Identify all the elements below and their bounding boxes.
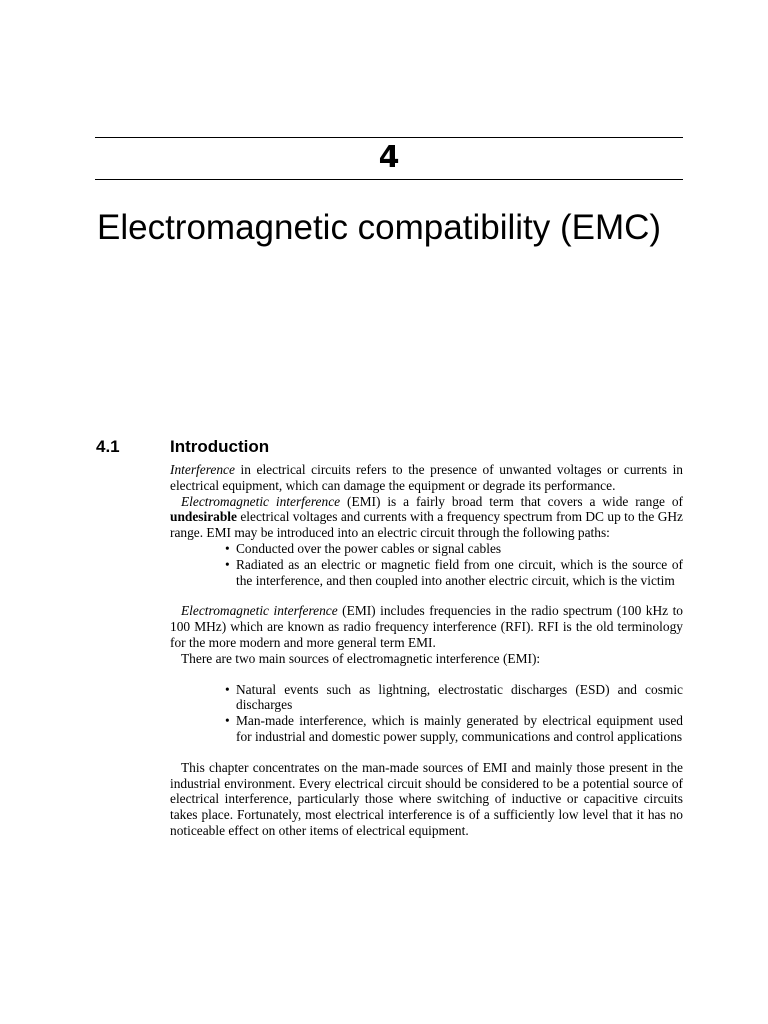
paragraph-rfi xyxy=(170,603,683,650)
list-item-text: Conducted over the power cables or signal cables xyxy=(236,540,502,556)
list-item xyxy=(225,682,683,714)
paragraph-text: (EMI) is a fairly broad term that covers a wide range of xyxy=(340,493,683,509)
paragraph-text: in electrical circuits refers to the presence of unwanted voltages or currents in electrical equipment, which can damage the equipment or degrade its performance. xyxy=(170,462,683,493)
paragraph-chapter-scope: This chapter concentrates on the man-made sources of EMI and mainly those present in the industrial environment. Every electrical circuit should be considered to be a potential source of electrical interference, particularly those where switching of inductive or capacitive circuits takes place. Fortunately, most electrical interference is of a sufficiently low level that it has no noticeable effect on other items of electrical equipment. xyxy=(170,759,683,838)
paragraph-text: electrical voltages and currents with a frequency spectrum from DC up to the GHz range. EMI may be introduced into an electric circuit through the following paths: xyxy=(170,509,683,541)
chapter-title: Electromagnetic compatibility (EMC) xyxy=(97,208,662,247)
bullet-icon: • xyxy=(225,540,230,556)
term-interference: Interference xyxy=(170,462,235,477)
section-body xyxy=(170,462,683,839)
paragraph-sources-intro: There are two main sources of electromagnetic interference (EMI): xyxy=(181,650,541,666)
list-item xyxy=(225,713,683,745)
chapter-top-rule xyxy=(95,137,683,138)
section-number: 4.1 xyxy=(96,437,120,456)
term-emi: Electromagnetic interference xyxy=(181,603,338,619)
section-title: Introduction xyxy=(170,437,270,456)
list-item xyxy=(225,557,683,589)
paragraph-emi-definition xyxy=(170,494,683,541)
list-item-text: Radiated as an electric or magnetic field from one circuit, which is the source of the interference, and then coupled into another electric circuit, which is the victim xyxy=(236,556,683,588)
bold-undesirable: undesirable xyxy=(170,509,237,525)
chapter-bottom-rule xyxy=(95,179,683,180)
emi-sources-list xyxy=(170,682,683,745)
bullet-icon: • xyxy=(225,681,230,697)
term-emi: Electromagnetic interference xyxy=(181,493,341,509)
list-item-text: Natural events such as lightning, electrostatic discharges (ESD) and cosmic discharges xyxy=(236,681,683,713)
chapter-number: 4 xyxy=(378,140,400,175)
paragraph-interference xyxy=(170,462,683,494)
list-item-text: Man-made interference, which is mainly generated by electrical equipment used for industrial and domestic power supply, communications and control applications xyxy=(236,713,683,744)
emi-paths-list xyxy=(170,541,683,588)
list-item xyxy=(225,541,683,557)
bullet-icon: • xyxy=(225,713,230,729)
bullet-icon: • xyxy=(225,556,230,572)
paragraph-text: (EMI) includes frequencies in the radio spectrum (100 kHz to 100 MHz) which are known as radio frequency interference (RFI). RFI is the old terminology for the more modern and more general term EMI. xyxy=(170,603,683,650)
